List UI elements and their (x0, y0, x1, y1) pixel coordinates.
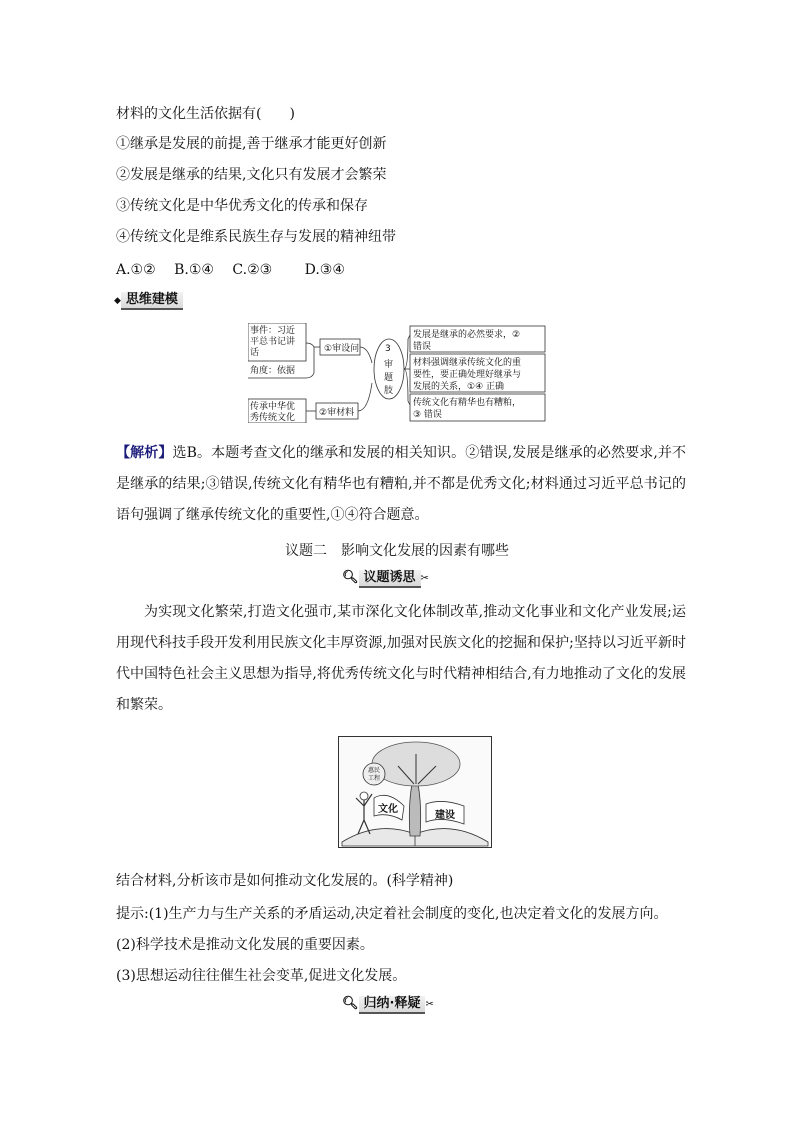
event-line-1: 事件：习近 (250, 326, 296, 336)
question-prompt: 结合材料,分析该市是如何推动文化发展的。(科学精神) (116, 873, 454, 889)
thinking-model-mindmap (248, 323, 548, 423)
result-2-line-3: 发展的关系，①④ 正确 (413, 382, 504, 392)
step-3-char-1: 审 (384, 360, 394, 370)
analysis-tag: 【解析】 (116, 445, 173, 461)
result-2-line-1: 材料强调继承传统文化的重 (413, 358, 522, 368)
step-3-char-2: 题 (384, 373, 394, 383)
angle-label: 角度：依据 (250, 366, 296, 376)
apple-label-1: 惠民 (368, 767, 381, 774)
question-stem: 材料的文化生活依据有( ) (116, 106, 295, 122)
result-2-line-2: 要性，要正确处理好继承与 (413, 370, 522, 380)
magnifier-icon: 🔍︎ (342, 570, 359, 585)
hint-2: (2)科学技术是推动文化发展的重要因素。 (116, 937, 374, 953)
hint-3: (3)思想运动往往催生社会变革,促进文化发展。 (116, 968, 407, 984)
topic-2-paragraph: 为实现文化繁荣,打造文化强市,某市深化文化体制改革,推动文化事业和文化产业发展;运用现代科技手段开发利用民族文化丰厚资源,加强对民族文化的挖掘和保护;坚持以习近平新时代中国特色社会主义思想为指导,将优秀传统文化与时代精神相结合,有力地推动了文化的发展和繁荣。 (116, 604, 686, 713)
scissors-icon: ✂ (425, 999, 434, 1010)
analysis-block (116, 438, 686, 531)
result-3-line-2: ③ 错误 (413, 410, 442, 420)
scissors-icon: ✂ (420, 573, 429, 584)
step-1-label: ①审设问 (324, 344, 360, 354)
result-3-line-1: 传统文化有精华也有糟粕， (413, 398, 522, 408)
culture-tree-illustration (338, 736, 492, 848)
result-1-line-2: 错误 (413, 342, 432, 352)
option-3: ③传统文化是中华优秀文化的传承和保存 (116, 198, 368, 214)
option-1: ①继承是发展的前提,善于继承才能更好创新 (116, 136, 387, 152)
topic-inspiration-banner: 🔍︎ 议题诱思 ✂ (342, 570, 429, 590)
result-1-line-1: 发展是继承的必然要求，② (413, 330, 521, 340)
step-3-char-3: 肢 (384, 386, 394, 396)
apple-label-2: 工程 (368, 775, 381, 782)
analysis-text: 选B。本题考查文化的继承和发展的相关知识。②错误,发展是继承的必然要求,并不是继承的结果;③错误,传统文化有精华也有糟粕,并不都是优秀文化;材料通过习近平总书记的语句强调了继承传统文化的重要性,①④符合题意。 (116, 445, 687, 523)
step-2-label: ②审材料 (319, 408, 355, 418)
material-line-2: 秀传统文化 (250, 413, 296, 423)
summary-banner: 🔍︎ 归纳·释疑 ✂ (342, 996, 434, 1016)
option-4: ④传统文化是维系民族生存与发展的精神纽带 (116, 229, 396, 245)
construction-label: 建设 (435, 810, 455, 821)
diamond-icon: ◆ (114, 296, 121, 306)
culture-label: 文化 (378, 804, 398, 815)
topic-2-title: 议题二 影响文化发展的因素有哪些 (285, 543, 509, 559)
event-line-3: 话 (250, 348, 260, 358)
answer-choices: A.①② B.①④ C.②③ D.③④ (116, 262, 345, 278)
material-line-1: 传承中华优 (250, 402, 296, 412)
magnifier-icon: 🔍︎ (342, 996, 359, 1011)
thinking-model-banner: ◆ 思维建模 (114, 292, 183, 312)
hint-1: 提示:(1)生产力与生产关系的矛盾运动,决定着社会制度的变化,也决定着文化的发展方向。 (116, 906, 668, 922)
step-3-number: 3 (385, 344, 391, 354)
option-2: ②发展是继承的结果,文化只有发展才会繁荣 (116, 167, 387, 183)
event-line-2: 平总书记讲 (250, 337, 296, 347)
